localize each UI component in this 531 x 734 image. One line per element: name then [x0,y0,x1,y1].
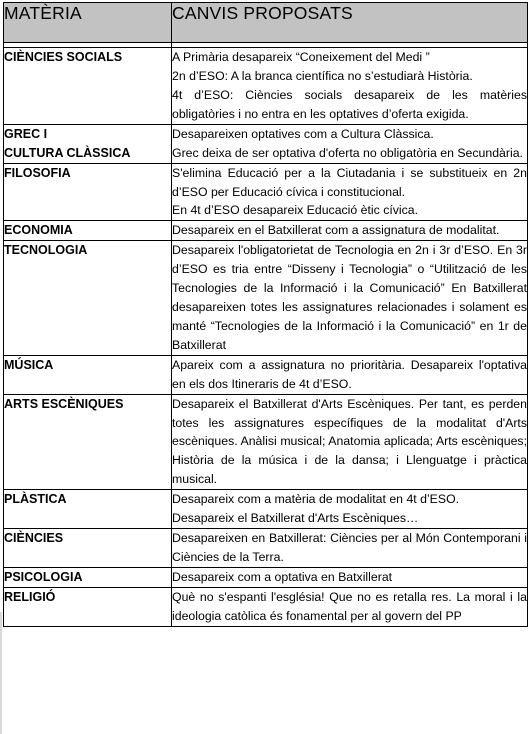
subject-label: CULTURA CLÀSSICA [4,145,131,160]
subject-label: ECONOMIA [4,223,73,238]
change-text: Desapareix en el Batxillerat com a assignatura de modalitat. [172,223,500,238]
change-text: Desapareix l'obligatorietat de Tecnologia en 2n i 3r d’ESO. En 3r d’ESO es tria entre “Disseny i Tecnologia” o “Utilització de les Tecnologies de la Informació i la Comunicació” En Batxillerat desapareixen totes les assignatures relacionades i solament es manté “Tecnologies de la Informació i la Comunicació” en 1r de Batxillerat [172,243,527,352]
changes-cell [172,221,528,241]
changes-cell [172,528,528,567]
table-row [4,490,528,529]
subject-label: ARTS ESCÈNIQUES [4,396,124,411]
subject-label: PLÀSTICA [4,492,67,507]
header-changes: CANVIS PROPOSATS [172,3,528,43]
header-subject: MATÈRIA [4,3,172,43]
subject-label: TECNOLOGIA [4,243,88,258]
changes-table [3,2,528,627]
change-text: Desapareix el Batxillerat d'Arts Escèniques… [172,511,419,526]
table-header-row [4,3,528,43]
changes-cell [172,394,528,490]
change-text: Què no s'espanti l'església! Que no es retalla res. La moral i la ideologia catòlica és fonamental per al govern del PP [172,589,527,623]
change-text: 4t d’ESO: Ciències socials desapareix de les matèries obligatòries i no entra en les optatives d’oferta exigida. [172,87,527,121]
subject-cell [4,163,172,221]
page-edge-mark [0,612,2,734]
subject-cell [4,528,172,567]
subject-cell [4,48,172,125]
changes-cell [172,490,528,529]
subject-label: CIÈNCIES [4,530,64,545]
change-text: Desapareix el Batxillerat d'Arts Escèniques. Per tant, es perden totes les assignatures específiques de la modalitat d'Arts escèniques. Anàlisi musical; Anatomia aplicada; Arts escèniques; Història de la música i de la dansa; i Llenguatge i pràctica musical. [172,396,527,487]
subject-label: MÚSICA [4,357,54,372]
subject-cell [4,567,172,587]
changes-cell [172,355,528,394]
subject-cell [4,221,172,241]
table-row [4,221,528,241]
subject-label: GREC I [4,126,48,141]
change-text: Desapareixen en Batxillerat: Ciències per al Món Contemporani i Ciències de la Terra. [172,530,527,564]
table-row [4,528,528,567]
table-row [4,124,528,163]
changes-cell [172,587,528,626]
change-text: Desapareix com a matèria de modalitat en 4t d’ESO. [172,492,460,507]
subject-cell [4,587,172,626]
change-text: Desapareix com a optativa en Batxillerat [172,569,393,584]
changes-cell [172,163,528,221]
table-row [4,241,528,355]
subject-cell [4,490,172,529]
table-row [4,163,528,221]
table-row [4,355,528,394]
changes-cell [172,48,528,125]
subject-label: RELIGIÓ [4,589,56,604]
changes-cell [172,124,528,163]
change-text: A Primària desapareix “Coneixement del Medi ” [172,50,430,64]
subject-label: CIÈNCIES SOCIALS [4,50,123,64]
change-text: Grec deixa de ser optativa d'oferta no obligatòria en Secundària. [172,145,523,160]
table-row [4,587,528,626]
subject-label: FILOSOFIA [4,165,71,180]
change-text: S'elimina Educació per a la Ciutadania i se substitueix en 2n d’ESO per Educació cívica i constitucional. [172,165,527,199]
table-row [4,567,528,587]
change-text: En 4t d’ESO desapareix Educació ètic cívica. [172,203,419,218]
change-text: Apareix com a assignatura no prioritària. Desapareix l'optativa en els dos Itineraris de 4t d’ESO. [172,357,527,391]
change-text: Desapareixen optatives com a Cultura Clàssica. [172,126,434,141]
changes-cell [172,241,528,355]
subject-cell [4,241,172,355]
subject-cell [4,124,172,163]
change-text: 2n d’ESO: A la branca científica no s’estudiarà Història. [172,68,473,83]
table-row [4,394,528,490]
changes-cell [172,567,528,587]
subject-cell [4,394,172,490]
subject-cell [4,355,172,394]
subject-label: PSICOLOGIA [4,569,83,584]
table-row [4,48,528,125]
